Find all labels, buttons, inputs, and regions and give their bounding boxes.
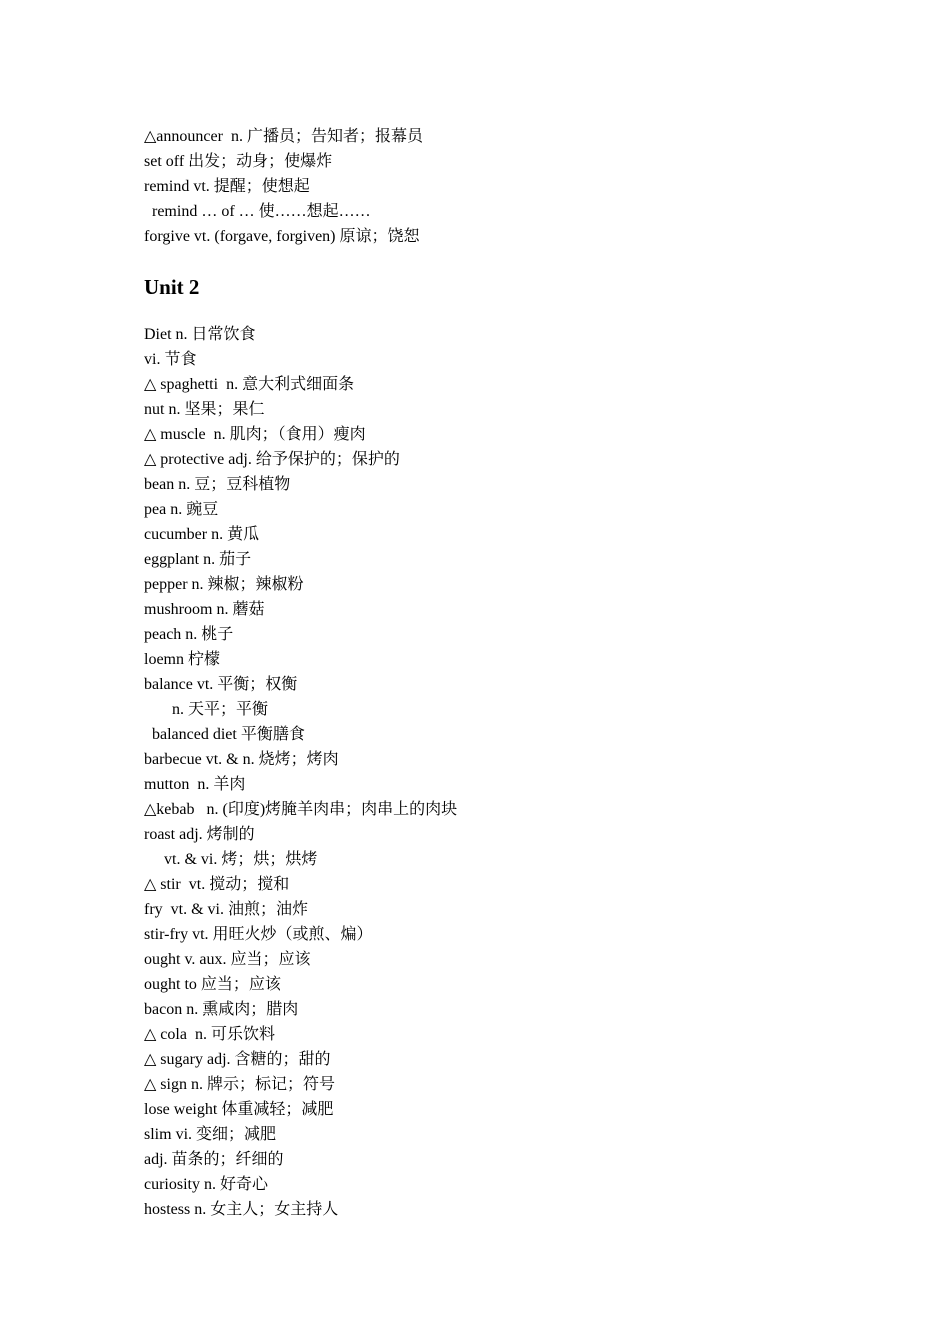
vocab-entry: mushroom n. 蘑菇 <box>144 601 265 618</box>
vocab-entry: eggplant n. 茄子 <box>144 551 252 568</box>
vocab-entry: stir-fry vt. 用旺火炒（或煎、煸） <box>144 926 373 943</box>
vocab-entry: pea n. 豌豆 <box>144 501 219 518</box>
vocab-entry: nut n. 坚果；果仁 <box>144 401 265 418</box>
unit-word-list <box>144 322 844 1222</box>
vocab-entry: ought to 应当；应该 <box>144 976 281 993</box>
intro-word-list <box>144 124 844 249</box>
vocab-entry: roast adj. 烤制的 <box>144 826 255 843</box>
vocab-entry: fry vt. & vi. 油煎；油炸 <box>144 901 308 918</box>
vocab-entry: remind … of … 使……想起…… <box>144 203 371 220</box>
vocab-entry: adj. 苗条的；纤细的 <box>144 1151 284 1168</box>
vocab-entry: peach n. 桃子 <box>144 626 234 643</box>
vocab-entry: remind vt. 提醒；使想起 <box>144 178 310 195</box>
vocab-entry: △ cola n. 可乐饮料 <box>144 1026 275 1043</box>
vocab-entry: loemn 柠檬 <box>144 651 220 668</box>
vocab-entry: △ muscle n. 肌肉；（食用）瘦肉 <box>144 426 366 443</box>
vocab-entry: balanced diet 平衡膳食 <box>144 726 305 743</box>
document-page <box>144 124 844 1222</box>
vocab-entry: n. 天平；平衡 <box>144 701 269 718</box>
vocab-entry: bacon n. 熏咸肉；腊肉 <box>144 1001 299 1018</box>
vocab-entry: △ protective adj. 给予保护的；保护的 <box>144 451 400 468</box>
vocab-entry: Diet n. 日常饮食 <box>144 326 256 343</box>
vocab-entry: cucumber n. 黄瓜 <box>144 526 260 543</box>
vocab-entry: set off 出发；动身；使爆炸 <box>144 153 333 170</box>
vocab-entry: △ sign n. 牌示；标记；符号 <box>144 1076 335 1093</box>
vocab-entry: △ stir vt. 搅动；搅和 <box>144 876 290 893</box>
vocab-entry: pepper n. 辣椒；辣椒粉 <box>144 576 304 593</box>
vocab-entry: forgive vt. (forgave, forgiven) 原谅；饶恕 <box>144 228 420 245</box>
vocab-entry: △ spaghetti n. 意大利式细面条 <box>144 376 355 393</box>
vocab-entry: bean n. 豆；豆科植物 <box>144 476 291 493</box>
unit-heading: Unit 2 <box>144 275 200 299</box>
vocab-entry: vt. & vi. 烤；烘；烘烤 <box>144 851 318 868</box>
vocab-entry: mutton n. 羊肉 <box>144 776 246 793</box>
vocab-entry: lose weight 体重减轻；减肥 <box>144 1101 334 1118</box>
vocab-entry: curiosity n. 好奇心 <box>144 1176 268 1193</box>
vocab-entry: barbecue vt. & n. 烧烤；烤肉 <box>144 751 339 768</box>
vocab-entry: △kebab n. (印度)烤腌羊肉串；肉串上的肉块 <box>144 801 458 818</box>
vocab-entry: ought v. aux. 应当；应该 <box>144 951 311 968</box>
vocab-entry: balance vt. 平衡；权衡 <box>144 676 298 693</box>
vocab-entry: △announcer n. 广播员；告知者；报幕员 <box>144 128 423 145</box>
vocab-entry: slim vi. 变细；减肥 <box>144 1126 277 1143</box>
vocab-entry: △ sugary adj. 含糖的；甜的 <box>144 1051 331 1068</box>
vocab-entry: vi. 节食 <box>144 351 197 368</box>
vocab-entry: hostess n. 女主人；女主持人 <box>144 1201 339 1218</box>
